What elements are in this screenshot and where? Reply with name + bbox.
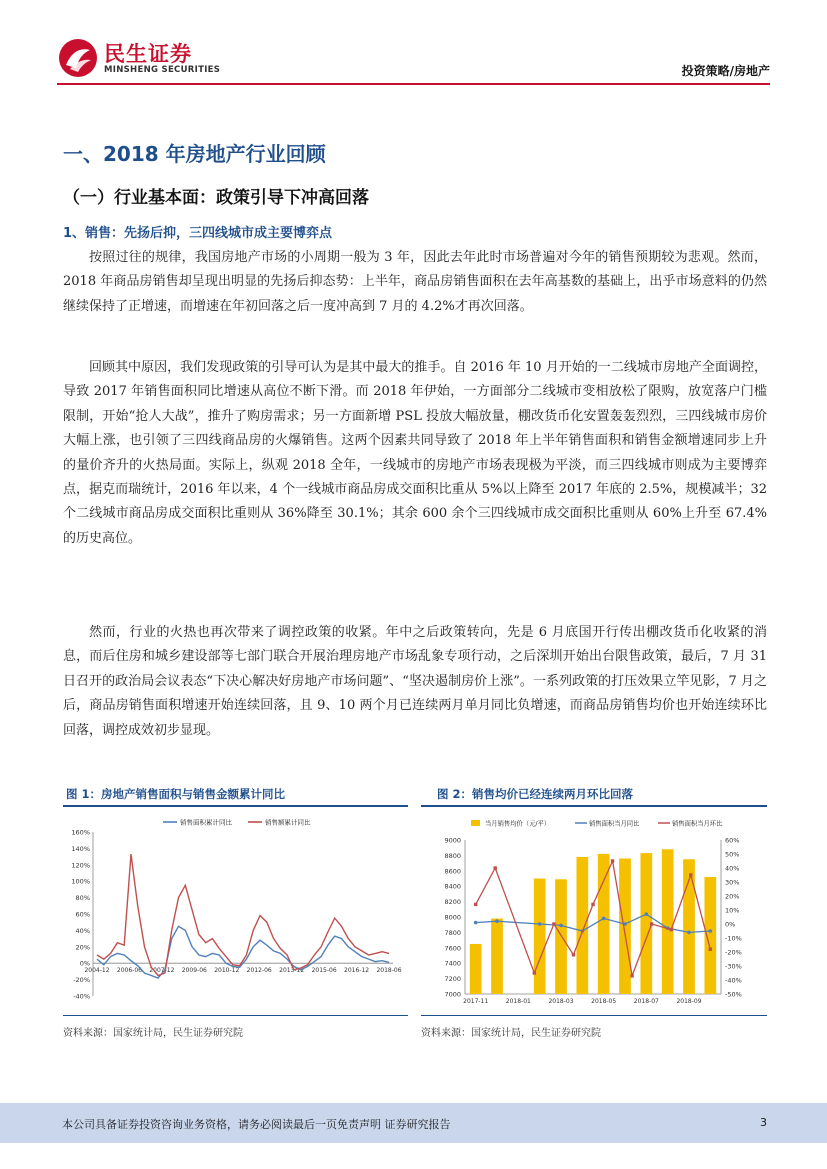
figure1-source: 资料来源：国家统计局，民生证券研究院 xyxy=(63,1028,243,1039)
right-tick-label: 10% xyxy=(725,906,740,915)
section-heading: 一、2018 年房地产行业回顾 xyxy=(63,142,326,166)
y-tick-label: 80% xyxy=(75,894,90,903)
series-marker xyxy=(533,971,536,974)
y-tick-label: 40% xyxy=(75,926,90,935)
y-tick-label: 160% xyxy=(71,828,90,837)
right-tick-label: -10% xyxy=(725,934,742,943)
x-tick-label: 2018-05 xyxy=(591,998,617,1005)
price-bar xyxy=(662,849,674,994)
x-tick-label: 2016-12 xyxy=(344,967,370,975)
figure1-bottom-rule xyxy=(63,1015,408,1016)
right-tick-label: 30% xyxy=(725,878,740,887)
x-tick-label: 2018-01 xyxy=(505,998,531,1005)
paragraph: 回顾其中原因，我们发现政策的引导可认为是其中最大的推手。自 2016 年 10 月开始的一二线城市房地产全面调控，导致 2017 年销售面积同比增速从高位不断下滑。而 2018 年伊始，一方面部分二线城市变相放松了限购，放宽落户门槛限制，开始“抢人大战”，推升了购房需求；另一方面新增 PSL 投放大幅放量，棚改货币化安置轰轰烈烈，三四线城市房价大幅上涨，也引领了三四线商品房的火爆销售。这两个因素共同导致了 2018 年上半年销售面积和销售金额增速同步上升的量价齐升的火热局面。实际上，纵观 2018 全年，一线城市的房地产市场表现极为平淡，而三四线城市则成为主要博弈点，据克而瑞统计，2016 年以来，4 个一线城市商品房成交面积比重从 5%以上降至 2017 年底的 2.5%，规模减半；32 个二线城市商品房成交面积比重则从 36%降至 30.1%；其余 600 余个三四线城市成交面积比重则从 60%上升至 67.4%的历史高位。 xyxy=(63,360,767,546)
left-tick-label: 8600 xyxy=(444,867,461,876)
right-tick-label: -50% xyxy=(725,990,742,999)
price-bar xyxy=(598,854,610,994)
series-marker xyxy=(494,866,497,869)
paragraph: 按照过往的规律，我国房地产市场的小周期一般为 3 年，因此去年此时市场普遍对今年的销售预期较为悲观。然而，2018 年商品房销售却呈现出明显的先扬后抑态势：上半年，商品房销售面积在去年高基数的基础上，出乎市场意料的仍然继续保持了正增速，而增速在年初回落之后一度冲高到 7 月的 4.2%才再次回落。 xyxy=(63,250,767,314)
series-marker xyxy=(552,922,555,925)
series-marker xyxy=(611,859,614,862)
price-bar xyxy=(491,919,503,994)
legend-label: 销售面积当月环比 xyxy=(672,820,723,828)
left-tick-label: 7800 xyxy=(444,928,461,937)
right-tick-label: -20% xyxy=(725,948,742,957)
x-tick-label: 2015-06 xyxy=(311,967,337,975)
x-tick-label: 2012-06 xyxy=(246,967,272,975)
legend-label: 当月销售均价（元/平） xyxy=(485,820,551,828)
y-tick-label: 20% xyxy=(75,943,90,952)
figure2-title: 图 2：销售均价已经连续两月环比回落 xyxy=(437,787,634,801)
left-tick-label: 9000 xyxy=(444,836,461,845)
y-tick-label: 60% xyxy=(75,910,90,919)
topic-heading: 1、销售：先扬后抑，三四线城市成主要博弈点 xyxy=(63,226,333,241)
x-tick-label: 2018-06 xyxy=(376,967,402,975)
price-bar xyxy=(534,879,546,995)
legend-label: 销售面积当月同比 xyxy=(589,820,640,828)
series-marker xyxy=(474,921,478,925)
right-tick-label: -40% xyxy=(725,976,742,985)
series-marker xyxy=(630,974,633,977)
x-tick-label: 2007-12 xyxy=(149,967,175,975)
x-tick-label: 2004-12 xyxy=(84,967,110,975)
x-tick-label: 2010-12 xyxy=(214,967,240,975)
right-tick-label: -30% xyxy=(725,962,742,971)
x-tick-label: 2013-12 xyxy=(279,967,305,975)
footer-disclaimer: 本公司具备证券投资咨询业务资格，请务必阅读最后一页免责声明 证券研究报告 xyxy=(62,1118,451,1131)
left-tick-label: 7000 xyxy=(444,990,461,999)
series-marker xyxy=(538,922,542,926)
left-tick-label: 8400 xyxy=(444,882,461,891)
figure1-chart xyxy=(63,810,408,1015)
series-line-2 xyxy=(97,854,389,975)
series-marker xyxy=(591,903,594,906)
left-tick-label: 8000 xyxy=(444,913,461,922)
company-name-en: MINSHENG SECURITIES xyxy=(104,65,221,75)
y-tick-label: 140% xyxy=(71,844,90,853)
right-tick-label: 40% xyxy=(725,864,740,873)
series-marker xyxy=(709,948,712,951)
x-tick-label: 2018-03 xyxy=(548,998,574,1005)
figure2-source: 资料来源：国家统计局，民生证券研究院 xyxy=(421,1028,601,1039)
left-tick-label: 8200 xyxy=(444,898,461,907)
x-tick-label: 2017-11 xyxy=(463,998,489,1005)
legend-label: 销售面积累计同比 xyxy=(180,818,232,827)
series-marker xyxy=(650,922,653,925)
series-marker xyxy=(474,903,477,906)
price-bar xyxy=(576,857,588,994)
series-marker xyxy=(687,931,691,935)
price-bar xyxy=(555,879,567,994)
y-tick-label: 0% xyxy=(79,959,90,968)
x-tick-label: 2018-07 xyxy=(633,998,659,1005)
series-line-2 xyxy=(476,861,711,976)
x-tick-label: 2006-06 xyxy=(116,967,142,975)
series-marker xyxy=(709,929,713,933)
price-bar xyxy=(619,858,631,994)
report-category: 投资策略/房地产 xyxy=(681,64,770,78)
price-bar xyxy=(470,944,482,994)
series-marker xyxy=(645,912,649,916)
header-divider xyxy=(57,83,770,85)
left-tick-label: 7400 xyxy=(444,959,461,968)
logo-icon xyxy=(58,38,98,78)
left-tick-label: 7600 xyxy=(444,944,461,953)
y-tick-label: -40% xyxy=(73,992,90,1001)
figure2-top-rule xyxy=(421,805,767,807)
left-tick-label: 7200 xyxy=(444,975,461,984)
right-tick-label: 60% xyxy=(725,836,740,845)
series-marker xyxy=(495,919,499,923)
series-marker xyxy=(559,924,563,928)
series-marker xyxy=(602,917,606,921)
figure2-bottom-rule xyxy=(421,1015,767,1016)
subsection-heading: （一）行业基本面：政策引导下冲高回落 xyxy=(63,188,369,208)
figure1-title: 图 1：房地产销售面积与销售金额累计同比 xyxy=(66,787,286,801)
right-tick-label: 0% xyxy=(725,920,736,929)
series-marker xyxy=(670,928,673,931)
figure2-chart xyxy=(421,810,767,1015)
left-tick-label: 8800 xyxy=(444,851,461,860)
legend-label: 销售额累计同比 xyxy=(265,818,311,827)
company-name-cn: 民生证券 xyxy=(104,42,192,66)
right-tick-label: 20% xyxy=(725,892,740,901)
y-tick-label: 120% xyxy=(71,861,90,870)
series-marker xyxy=(572,953,575,956)
x-tick-label: 2018-09 xyxy=(676,998,702,1005)
y-tick-label: -20% xyxy=(73,976,90,985)
figure1-top-rule xyxy=(63,805,408,807)
right-tick-label: 50% xyxy=(725,850,740,859)
x-tick-label: 2009-06 xyxy=(181,967,207,975)
y-tick-label: 100% xyxy=(71,877,90,886)
legend-swatch xyxy=(471,820,480,826)
paragraph: 然而，行业的火热也再次带来了调控政策的收紧。年中之后政策转向，先是 6 月底国开行传出棚改货币化收紧的消息，而后住房和城乡建设部等七部门联合开展治理房地产市场乱象专项行动，之后深圳开始出台限售政策，最后，7 月 31 日召开的政治局会议表态“下决心解决好房地产市场问题”、“坚决遏制房价上涨”。一系列政策的打压效果立竿见影，7 月之后，商品房销售面积增速开始连续回落，且 9、10 两个月已连续两月单月同比负增速，而商品房销售均价也开始连续环比回落，调控成效初步显现。 xyxy=(63,625,767,738)
page-number: 3 xyxy=(760,1116,767,1129)
series-marker xyxy=(689,873,692,876)
